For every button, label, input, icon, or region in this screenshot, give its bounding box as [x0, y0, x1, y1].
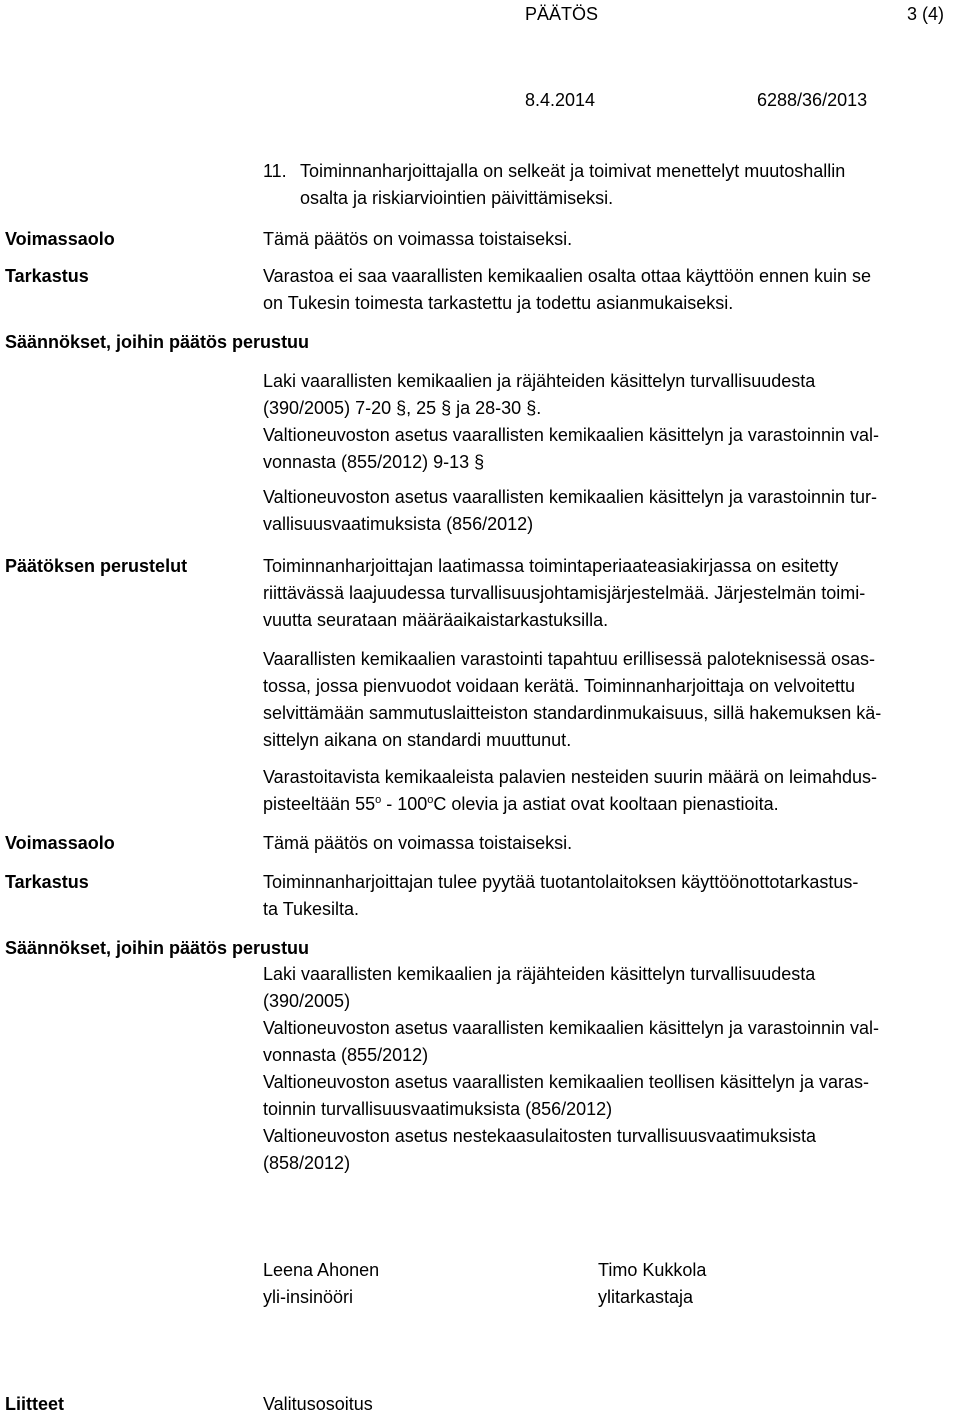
text-line — [263, 791, 953, 818]
saannokset-label: Säännökset, joihin päätös perustuu — [5, 938, 310, 958]
text-line: Valtioneuvoston asetus vaarallisten kemikaalien käsittelyn ja varastoinnin val- — [263, 425, 879, 445]
text-line: Valtioneuvoston asetus vaarallisten kemikaalien käsittelyn ja varastoinnin val- — [263, 1018, 879, 1038]
text-line: (858/2012) — [263, 1153, 351, 1173]
text-line: Varastoa ei saa vaarallisten kemikaalien osalta ottaa käyttöön ennen kuin se — [263, 266, 872, 286]
voimassaolo-text: Tämä päätös on voimassa toistaiseksi. — [263, 229, 573, 249]
text-segment: - 100 — [381, 794, 428, 814]
document-type: PÄÄTÖS — [525, 4, 599, 24]
voimassaolo-label: Voimassaolo — [5, 229, 115, 249]
saannokset-label: Säännökset, joihin päätös perustuu — [5, 332, 310, 352]
degree-superscript: o — [375, 794, 382, 806]
tarkastus-label: Tarkastus — [5, 872, 89, 892]
text-line: sittelyn aikana on standardi muuttunut. — [263, 730, 572, 750]
text-line: Laki vaarallisten kemikaalien ja räjähteiden käsittelyn turvallisuudesta — [263, 371, 816, 391]
list-item-line: osalta ja riskiarviointien päivittämiseksi. — [300, 188, 614, 208]
tarkastus-text — [263, 869, 953, 923]
text-line: Laki vaarallisten kemikaalien ja räjähteiden käsittelyn turvallisuudesta — [263, 964, 816, 984]
text-line: riittävässä laajuudessa turvallisuusjohtamisjärjestelmää. Järjestelmän toimi- — [263, 583, 866, 603]
text-line: vuutta seurataan määräaikaistarkastuksilla. — [263, 610, 609, 630]
text-line: vonnasta (855/2012) — [263, 1045, 429, 1065]
text-line: toinnin turvallisuusvaatimuksista (856/2012) — [263, 1099, 613, 1119]
text-line: ta Tukesilta. — [263, 899, 360, 919]
text-line: (390/2005) — [263, 991, 351, 1011]
regulation-item — [263, 484, 953, 538]
text-line: Toiminnanharjoittajan laatimassa toimintaperiaateasiakirjassa on esitetty — [263, 556, 839, 576]
list-item-11 — [300, 158, 845, 212]
text-line: selvittämään sammutuslaitteiston standardinmukaisuus, sillä hakemuksen kä- — [263, 703, 882, 723]
signer-title: yli-insinööri — [263, 1287, 354, 1307]
text-line: Vaarallisten kemikaalien varastointi tapahtuu erillisessä paloteknisessä osas- — [263, 649, 875, 669]
degree-superscript: o — [427, 794, 434, 806]
regulation-list — [263, 961, 953, 1177]
text-line: Valtioneuvoston asetus nestekaasulaitosten turvallisuusvaatimuksista — [263, 1126, 816, 1146]
text-line: Varastoitavista kemikaaleista palavien nesteiden suurin määrä on leimahdus- — [263, 767, 877, 787]
document-date: 8.4.2014 — [525, 90, 596, 110]
text-line: vallisuusvaatimuksista (856/2012) — [263, 514, 534, 534]
text-line: on Tukesin toimesta tarkastettu ja todettu asianmukaiseksi. — [263, 293, 734, 313]
text-line: vonnasta (855/2012) 9-13 § — [263, 452, 485, 472]
text-line: (390/2005) 7-20 §, 25 § ja 28-30 §. — [263, 398, 542, 418]
attachments-value: Valitusosoitus — [263, 1394, 373, 1414]
voimassaolo-label: Voimassaolo — [5, 833, 115, 853]
signer-name: Leena Ahonen — [263, 1260, 380, 1280]
reference-number: 6288/36/2013 — [757, 90, 868, 110]
text-line: Valtioneuvoston asetus vaarallisten kemikaalien teollisen käsittelyn ja varas- — [263, 1072, 869, 1092]
list-item-number: 11. — [263, 161, 287, 181]
perustelut-paragraph-2 — [263, 646, 953, 754]
signer-name: Timo Kukkola — [598, 1260, 707, 1280]
text-line: Valtioneuvoston asetus vaarallisten kemikaalien käsittelyn ja varastoinnin tur- — [263, 487, 877, 507]
page-number: 3 (4) — [907, 4, 945, 24]
attachments-label: Liitteet — [5, 1394, 65, 1414]
perustelut-paragraph-1 — [263, 553, 953, 634]
text-line: Toiminnanharjoittajan tulee pyytää tuotantolaitoksen käyttöönottotarkastus- — [263, 872, 859, 892]
perustelut-label: Päätöksen perustelut — [5, 556, 188, 576]
signature-block-1 — [263, 1257, 379, 1311]
regulation-item — [263, 368, 953, 476]
signer-title: ylitarkastaja — [598, 1287, 694, 1307]
tarkastus-label: Tarkastus — [5, 266, 89, 286]
perustelut-paragraph-3 — [263, 764, 953, 818]
list-item-line: Toiminnanharjoittajalla on selkeät ja toimivat menettelyt muutoshallin — [300, 161, 846, 181]
text-segment: pisteeltään 55 — [263, 794, 376, 814]
tarkastus-text — [263, 263, 953, 317]
text-line: tossa, jossa pienvuodot voidaan kerätä. Toiminnanharjoittaja on velvoitettu — [263, 676, 856, 696]
signature-block-2 — [598, 1257, 706, 1311]
text-segment: C olevia ja astiat ovat kooltaan pienastioita. — [433, 794, 779, 814]
voimassaolo-text: Tämä päätös on voimassa toistaiseksi. — [263, 833, 573, 853]
